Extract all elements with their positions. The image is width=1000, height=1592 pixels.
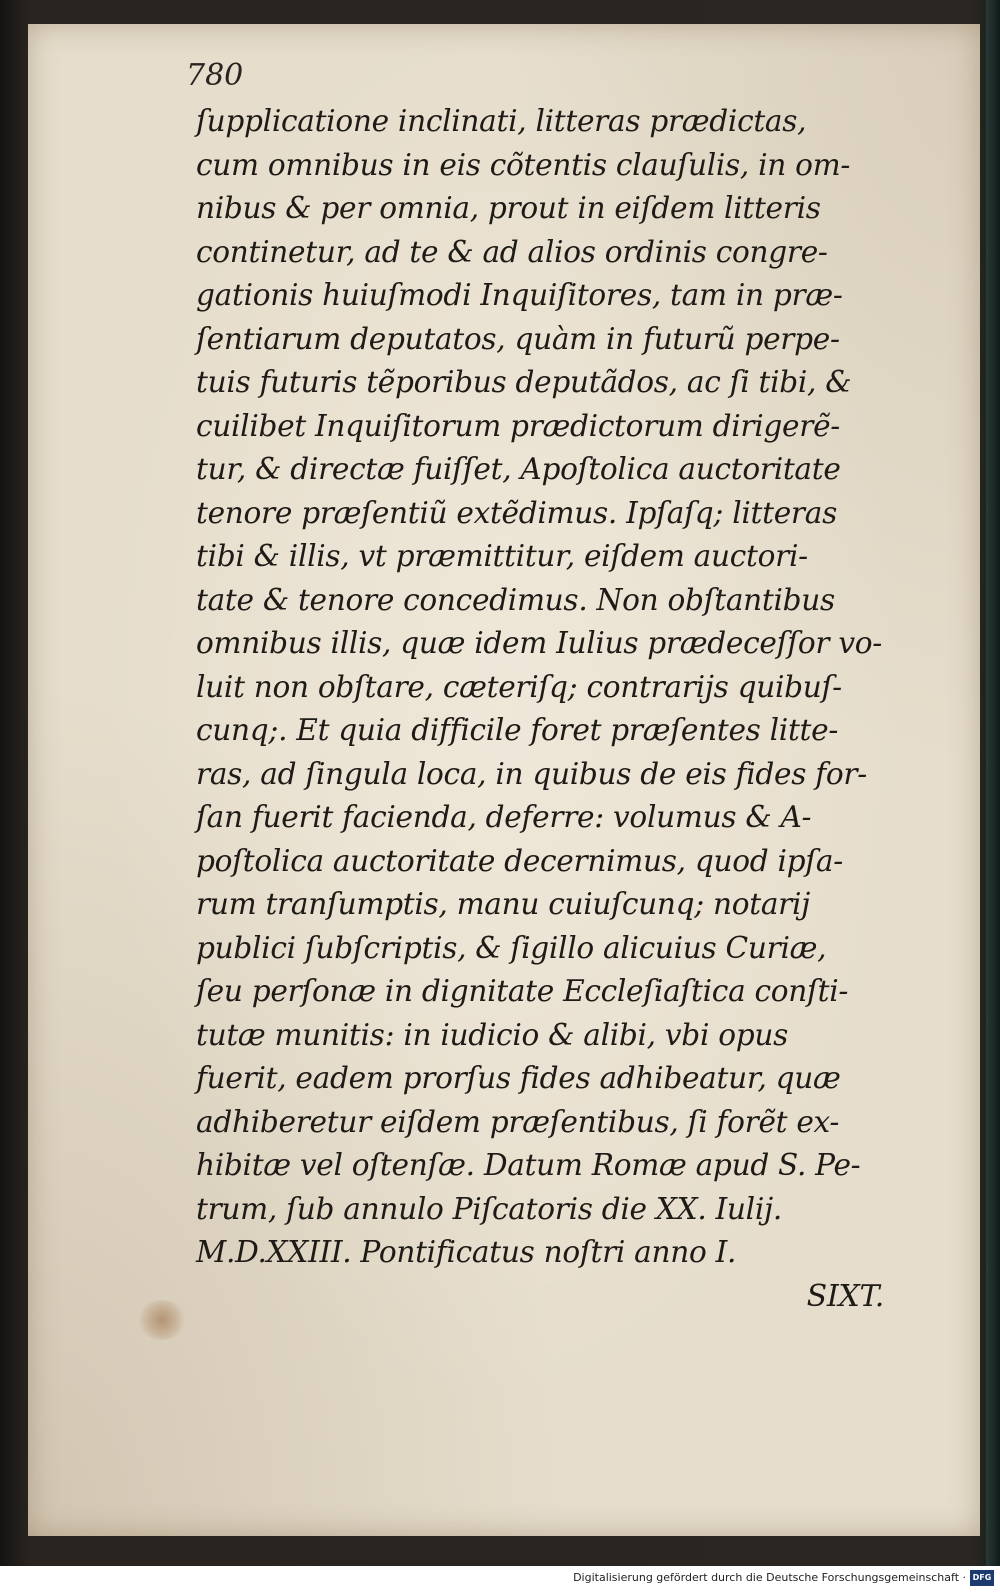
- text-line: adhiberetur eiſdem præſentibus, ſi forẽt ex-: [196, 1104, 840, 1140]
- text-line: ſan fuerit facienda, deferre: volumus & A-: [196, 800, 812, 835]
- text-line: M.D.XXIII. Pontificatus noſtri anno I.: [196, 1235, 737, 1270]
- text-line: nibus & per omnia, prout in eiſdem litteris: [196, 191, 821, 226]
- text-line: ſupplicatione inclinati, litteras prædictas,: [196, 104, 807, 139]
- catchword: SIXT.: [806, 1278, 884, 1314]
- text-line: cuilibet Inquiſitorum prædictorum dirigerẽ-: [196, 408, 841, 444]
- text-line: tate & tenore concedimus. Non obſtantibus: [196, 582, 835, 618]
- text-line: omnibus illis, quæ idem Iulius prædeceſſor vo-: [196, 626, 882, 661]
- text-line: ras, ad ſingula loca, in quibus de eis fides for-: [196, 756, 867, 792]
- text-line: rum tranſumptis, manu cuiuſcunq; notarij: [196, 887, 811, 922]
- book-spine-edge: [986, 0, 1000, 1566]
- text-line: ſentiarum deputatos, quàm in futurũ perpe-: [196, 321, 840, 357]
- text-line: trum, ſub annulo Piſcatoris die XX. Iulij.: [196, 1191, 782, 1227]
- digitization-footer: [0, 1566, 1000, 1592]
- text-line: cum omnibus in eis cõtentis clauſulis, in om-: [196, 147, 851, 183]
- text-line: publici ſubſcriptis, & ſigillo alicuius Curiæ,: [196, 930, 827, 966]
- page-text-block: [196, 100, 896, 1318]
- dfg-logo-icon: DFG: [970, 1570, 994, 1586]
- text-line: continetur, ad te & ad alios ordinis congre-: [196, 234, 828, 270]
- text-line: tenore præſentiũ extẽdimus. Ipſaſq; litteras: [196, 495, 837, 531]
- text-line: poſtolica auctoritate decernimus, quod ipſa-: [196, 843, 843, 879]
- paper-stain: [138, 1300, 186, 1340]
- text-line: fuerit, eadem prorſus fides adhibeatur, quæ: [196, 1061, 841, 1096]
- text-line: cunq;. Et quia difficile foret præſentes litte-: [196, 713, 839, 748]
- text-line: tuis futuris tẽporibus deputãdos, ac ſi tibi, &: [196, 365, 852, 400]
- footer-credit: Digitalisierung gefördert durch die Deutsche Forschungsgemeinschaft ·: [573, 1571, 966, 1584]
- text-line: ſeu perſonæ in dignitate Eccleſiaſtica conſti-: [196, 974, 849, 1009]
- text-line: hibitæ vel oſtenſæ. Datum Romæ apud S. Pe-: [196, 1148, 861, 1183]
- text-line: tutæ munitis: in iudicio & alibi, vbi opus: [196, 1017, 788, 1053]
- text-line: gationis huiuſmodi Inquiſitores, tam in præ-: [196, 278, 843, 313]
- text-line: tibi & illis, vt præmittitur, eiſdem auctori-: [196, 539, 808, 574]
- text-line: tur, & directæ fuiſſet, Apoſtolica auctoritate: [196, 452, 841, 487]
- text-line: luit non obſtare, cæteriſq; contrarijs quibuſ-: [196, 669, 842, 705]
- page-number: 780: [186, 58, 244, 93]
